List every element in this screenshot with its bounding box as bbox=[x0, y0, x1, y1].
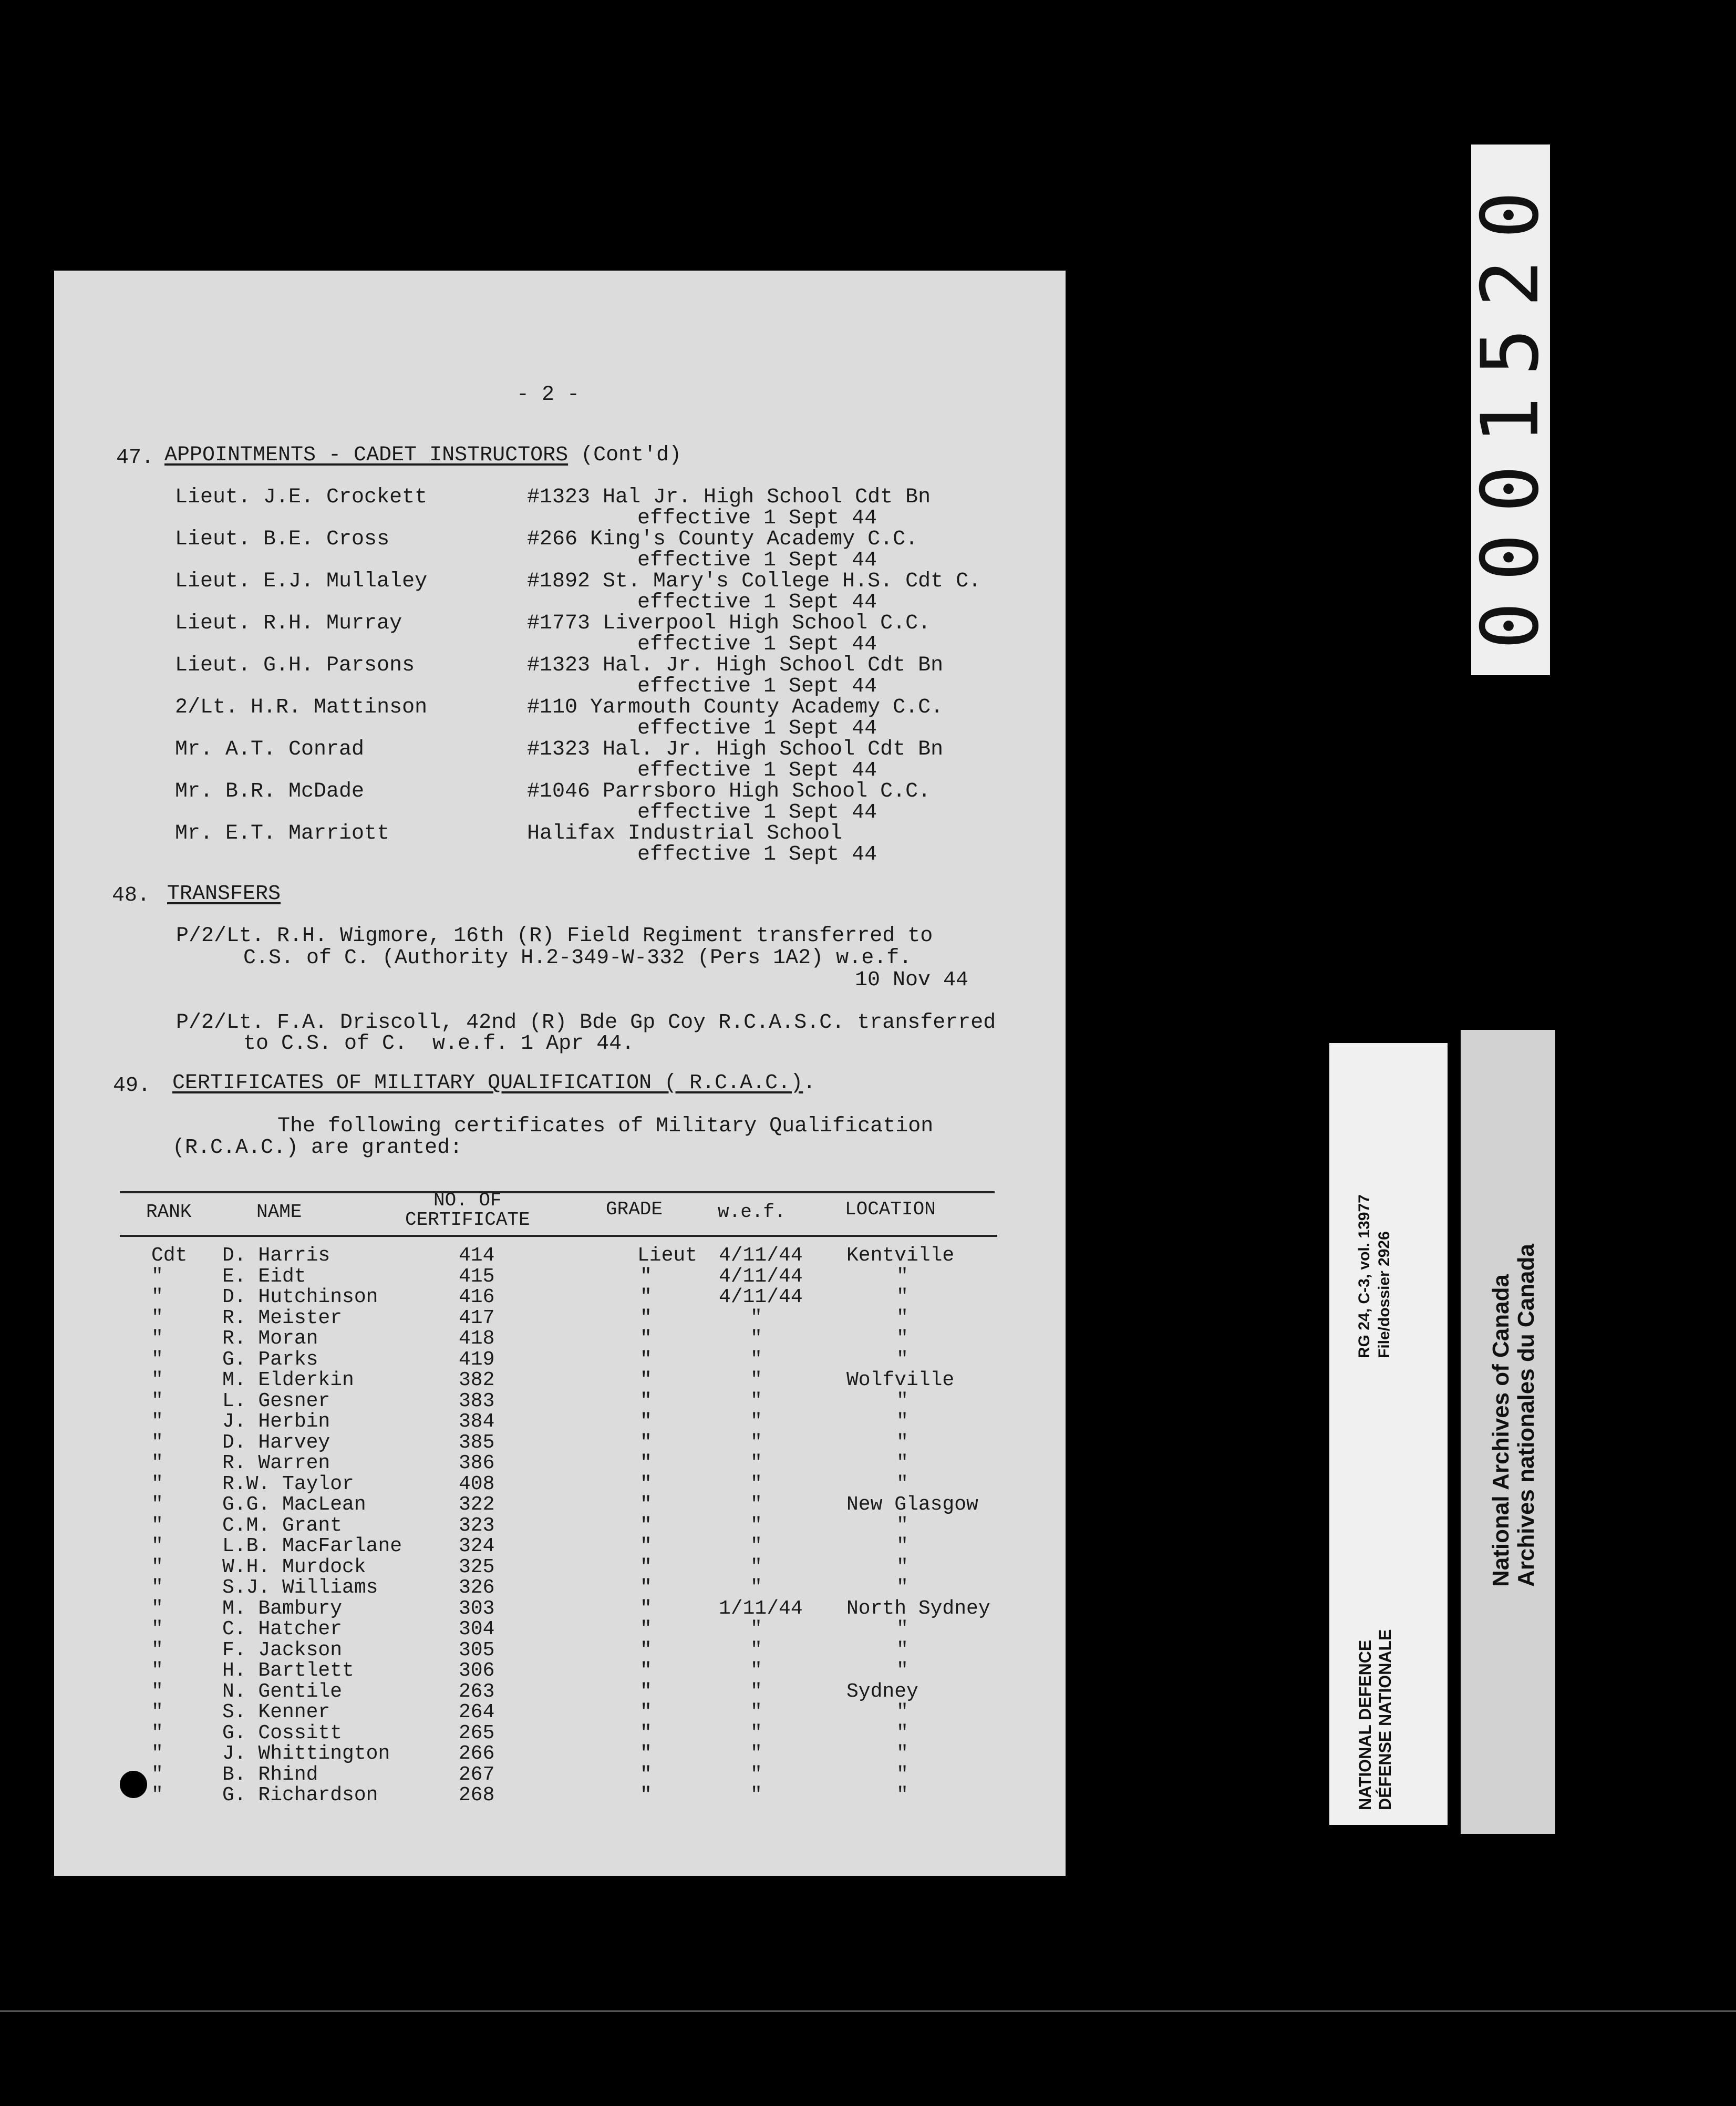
cell-cert: 386 bbox=[459, 1452, 495, 1474]
header-name: NAME bbox=[256, 1201, 302, 1223]
appointment-effective: effective 1 Sept 44 bbox=[637, 801, 877, 824]
cell-name: W.H. Murdock bbox=[222, 1555, 366, 1578]
cell-cert: 384 bbox=[459, 1410, 495, 1433]
cell-cert: 266 bbox=[459, 1742, 495, 1765]
cell-name: N. Gentile bbox=[222, 1680, 343, 1703]
appointment-name: Mr. A.T. Conrad bbox=[175, 738, 365, 761]
cell-name: G.G. MacLean bbox=[222, 1493, 366, 1516]
cell-rank: " bbox=[151, 1597, 163, 1620]
cell-cert: 414 bbox=[459, 1244, 495, 1267]
appointment-unit: #110 Yarmouth County Academy C.C. bbox=[527, 696, 944, 719]
frame-number-strip bbox=[1465, 144, 1556, 675]
cell-grade: " bbox=[640, 1721, 652, 1744]
cell-cert: 305 bbox=[459, 1638, 495, 1661]
cell-location: Kentville bbox=[846, 1244, 955, 1267]
cell-name: S.J. Williams bbox=[222, 1576, 378, 1599]
archive-name-label bbox=[1461, 1030, 1555, 1834]
cell-name: G. Parks bbox=[222, 1348, 318, 1371]
document-page bbox=[54, 271, 1066, 1876]
cell-cert: 419 bbox=[459, 1348, 495, 1371]
cell-cert: 383 bbox=[459, 1389, 495, 1412]
cell-name: M. Elderkin bbox=[222, 1369, 354, 1391]
appointment-effective: effective 1 Sept 44 bbox=[637, 633, 877, 656]
cell-rank: " bbox=[151, 1618, 163, 1640]
cell-name: M. Bambury bbox=[222, 1597, 343, 1620]
cell-wef: " bbox=[750, 1348, 762, 1371]
cell-cert: 326 bbox=[459, 1576, 495, 1599]
archive-dept-line-1: NATIONAL DEFENCE bbox=[1356, 1639, 1375, 1810]
cell-rank: " bbox=[151, 1472, 163, 1495]
cell-name: H. Bartlett bbox=[222, 1659, 354, 1682]
cell-grade: " bbox=[640, 1618, 652, 1640]
header-cert-1: NO. OF bbox=[433, 1190, 502, 1211]
appointment-name: Lieut. J.E. Crockett bbox=[175, 486, 428, 509]
cell-name: J. Herbin bbox=[222, 1410, 330, 1433]
cell-location: " bbox=[896, 1576, 908, 1599]
cell-location: " bbox=[896, 1618, 908, 1640]
cell-cert: 303 bbox=[459, 1597, 495, 1620]
archive-dept-line-2: DÉFENSE NATIONALE bbox=[1376, 1629, 1394, 1810]
cell-cert: 324 bbox=[459, 1535, 495, 1557]
cell-grade: Lieut bbox=[637, 1244, 698, 1267]
section-49-title-suffix: . bbox=[803, 1071, 816, 1095]
cell-wef: " bbox=[750, 1763, 762, 1786]
section-47-title: APPOINTMENTS - CADET INSTRUCTORS bbox=[164, 443, 569, 467]
archive-name-fr: Archives nationales du Canada bbox=[1513, 1244, 1539, 1587]
cell-name: R. Meister bbox=[222, 1306, 343, 1329]
cell-wef: 1/11/44 bbox=[719, 1597, 803, 1620]
cell-name: L.B. MacFarlane bbox=[222, 1535, 402, 1557]
cell-cert: 382 bbox=[459, 1369, 495, 1391]
cell-location: " bbox=[896, 1514, 908, 1537]
appointment-unit: #1323 Hal. Jr. High School Cdt Bn bbox=[527, 654, 944, 677]
cell-name: D. Harris bbox=[222, 1244, 330, 1267]
cell-rank: " bbox=[151, 1742, 163, 1765]
archive-reference-label bbox=[1329, 1043, 1448, 1825]
cell-cert: 306 bbox=[459, 1659, 495, 1682]
cell-rank: " bbox=[151, 1784, 163, 1806]
cell-name: C.M. Grant bbox=[222, 1514, 343, 1537]
cell-name: S. Kenner bbox=[222, 1701, 330, 1723]
cell-rank: " bbox=[151, 1348, 163, 1371]
cell-wef: " bbox=[750, 1784, 762, 1806]
section-49-intro-2: (R.C.A.C.) are granted: bbox=[172, 1136, 463, 1160]
appointment-unit: #1773 Liverpool High School C.C. bbox=[527, 612, 931, 635]
cell-grade: " bbox=[640, 1514, 652, 1537]
cell-wef: " bbox=[750, 1576, 762, 1599]
cell-name: R. Moran bbox=[222, 1327, 318, 1350]
cell-rank: " bbox=[151, 1555, 163, 1578]
header-location: LOCATION bbox=[845, 1199, 936, 1220]
cell-rank: " bbox=[151, 1265, 163, 1288]
cell-location: " bbox=[896, 1763, 908, 1786]
cell-location: " bbox=[896, 1410, 908, 1433]
cell-wef: 4/11/44 bbox=[719, 1244, 803, 1267]
header-rank: RANK bbox=[146, 1201, 192, 1223]
cell-name: E. Eidt bbox=[222, 1265, 306, 1288]
appointment-unit: #1046 Parrsboro High School C.C. bbox=[527, 780, 931, 803]
appointment-unit: #1323 Hal. Jr. High School Cdt Bn bbox=[527, 738, 944, 761]
cell-name: D. Harvey bbox=[222, 1431, 330, 1454]
cell-cert: 322 bbox=[459, 1493, 495, 1516]
cell-grade: " bbox=[640, 1742, 652, 1765]
cell-rank: " bbox=[151, 1452, 163, 1474]
cell-location: " bbox=[896, 1348, 908, 1371]
cell-location: " bbox=[896, 1265, 908, 1288]
cell-grade: " bbox=[640, 1555, 652, 1578]
cell-rank: " bbox=[151, 1369, 163, 1391]
cell-name: B. Rhind bbox=[222, 1763, 318, 1786]
cell-location: " bbox=[896, 1535, 908, 1557]
cell-wef: " bbox=[750, 1410, 762, 1433]
appointment-effective: effective 1 Sept 44 bbox=[637, 675, 877, 698]
cell-rank: " bbox=[151, 1763, 163, 1786]
cell-grade: " bbox=[640, 1410, 652, 1433]
cell-name: D. Hutchinson bbox=[222, 1286, 378, 1308]
cell-wef: " bbox=[750, 1659, 762, 1682]
cell-wef: " bbox=[750, 1452, 762, 1474]
appointment-name: 2/Lt. H.R. Mattinson bbox=[175, 696, 428, 719]
appointment-effective: effective 1 Sept 44 bbox=[637, 759, 877, 782]
cell-rank: " bbox=[151, 1680, 163, 1703]
section-48-title: TRANSFERS bbox=[167, 882, 281, 906]
transfer-2-line-1: P/2/Lt. F.A. Driscoll, 42nd (R) Bde Gp Coy R.C.A.S.C. transferred bbox=[176, 1011, 996, 1035]
cell-grade: " bbox=[640, 1680, 652, 1703]
appointment-effective: effective 1 Sept 44 bbox=[637, 717, 877, 740]
appointment-effective: effective 1 Sept 44 bbox=[637, 843, 877, 866]
cell-wef: " bbox=[750, 1472, 762, 1495]
cell-location: " bbox=[896, 1742, 908, 1765]
section-49-title: CERTIFICATES OF MILITARY QUALIFICATION ( R.C.A.C.) bbox=[172, 1071, 803, 1095]
cell-wef: " bbox=[750, 1369, 762, 1391]
transfer-1-line-1: P/2/Lt. R.H. Wigmore, 16th (R) Field Regiment transferred to bbox=[176, 924, 933, 948]
cell-rank: " bbox=[151, 1659, 163, 1682]
archive-ref-line-2: File/dossier 2926 bbox=[1376, 1231, 1393, 1358]
cell-wef: " bbox=[750, 1493, 762, 1516]
cell-wef: " bbox=[750, 1680, 762, 1703]
frame-number: 0001520 bbox=[1465, 170, 1556, 650]
cell-cert: 416 bbox=[459, 1286, 495, 1308]
cell-location: " bbox=[896, 1638, 908, 1661]
cell-location: " bbox=[896, 1389, 908, 1412]
cell-cert: 415 bbox=[459, 1265, 495, 1288]
cell-location: " bbox=[896, 1721, 908, 1744]
cell-wef: " bbox=[750, 1327, 762, 1350]
cell-wef: " bbox=[750, 1638, 762, 1661]
cell-rank: " bbox=[151, 1327, 163, 1350]
cell-name: L. Gesner bbox=[222, 1389, 330, 1412]
cell-name: G. Cossitt bbox=[222, 1721, 343, 1744]
cell-grade: " bbox=[640, 1472, 652, 1495]
cell-cert: 265 bbox=[459, 1721, 495, 1744]
cell-name: F. Jackson bbox=[222, 1638, 343, 1661]
cell-cert: 385 bbox=[459, 1431, 495, 1454]
cell-grade: " bbox=[640, 1535, 652, 1557]
cell-grade: " bbox=[640, 1597, 652, 1620]
cell-location: " bbox=[896, 1327, 908, 1350]
appointment-name: Lieut. B.E. Cross bbox=[175, 528, 390, 551]
appointment-unit: #1323 Hal Jr. High School Cdt Bn bbox=[527, 486, 931, 509]
header-wef: w.e.f. bbox=[718, 1201, 786, 1223]
cell-rank: " bbox=[151, 1410, 163, 1433]
cell-grade: " bbox=[640, 1265, 652, 1288]
appointment-name: Lieut. G.H. Parsons bbox=[175, 654, 415, 677]
cell-name: R.W. Taylor bbox=[222, 1472, 354, 1495]
cell-cert: 264 bbox=[459, 1701, 495, 1723]
transfer-2-line-2: to C.S. of C. w.e.f. 1 Apr 44. bbox=[243, 1032, 635, 1056]
section-49-number: 49. bbox=[113, 1074, 151, 1098]
cell-location: " bbox=[896, 1452, 908, 1474]
cell-grade: " bbox=[640, 1369, 652, 1391]
cell-cert: 325 bbox=[459, 1555, 495, 1578]
cell-cert: 418 bbox=[459, 1327, 495, 1350]
cell-rank: " bbox=[151, 1514, 163, 1537]
cell-location: " bbox=[896, 1472, 908, 1495]
cell-cert: 323 bbox=[459, 1514, 495, 1537]
appointment-name: Lieut. R.H. Murray bbox=[175, 612, 402, 635]
cell-rank: " bbox=[151, 1535, 163, 1557]
cell-rank: " bbox=[151, 1431, 163, 1454]
cell-grade: " bbox=[640, 1493, 652, 1516]
cell-location: " bbox=[896, 1286, 908, 1308]
cell-name: G. Richardson bbox=[222, 1784, 378, 1806]
table-header-rule bbox=[120, 1235, 997, 1237]
appointment-unit: #266 King's County Academy C.C. bbox=[527, 528, 918, 551]
section-49-intro-1: The following certificates of Military Qualification bbox=[277, 1114, 934, 1138]
cell-location: Wolfville bbox=[846, 1369, 955, 1391]
appointment-name: Mr. B.R. McDade bbox=[175, 780, 365, 803]
header-cert-2: CERTIFICATE bbox=[405, 1209, 530, 1231]
cell-rank: " bbox=[151, 1701, 163, 1723]
film-edge-line bbox=[0, 2010, 1736, 2012]
table-top-rule bbox=[120, 1191, 995, 1193]
cell-rank: " bbox=[151, 1306, 163, 1329]
cell-grade: " bbox=[640, 1701, 652, 1723]
cell-wef: " bbox=[750, 1306, 762, 1329]
section-48-number: 48. bbox=[112, 884, 150, 907]
transfer-1-line-2: C.S. of C. (Authority H.2-349-W-332 (Pers 1A2) w.e.f. bbox=[243, 946, 912, 970]
cell-grade: " bbox=[640, 1431, 652, 1454]
cell-rank: " bbox=[151, 1389, 163, 1412]
cell-location: " bbox=[896, 1306, 908, 1329]
section-49-heading bbox=[172, 1072, 815, 1095]
cell-cert: 417 bbox=[459, 1306, 495, 1329]
cell-cert: 263 bbox=[459, 1680, 495, 1703]
page-number: - 2 - bbox=[516, 383, 580, 407]
cell-name: C. Hatcher bbox=[222, 1618, 343, 1640]
transfer-1-line-3: 10 Nov 44 bbox=[855, 968, 969, 992]
cell-rank: " bbox=[151, 1638, 163, 1661]
cell-rank: " bbox=[151, 1576, 163, 1599]
cell-grade: " bbox=[640, 1286, 652, 1308]
punch-hole bbox=[120, 1771, 147, 1798]
cell-wef: " bbox=[750, 1721, 762, 1744]
cell-wef: " bbox=[750, 1535, 762, 1557]
cell-cert: 408 bbox=[459, 1472, 495, 1495]
section-47-heading bbox=[164, 444, 681, 467]
cell-rank: " bbox=[151, 1721, 163, 1744]
cell-cert: 304 bbox=[459, 1618, 495, 1640]
section-47-title-suffix: (Cont'd) bbox=[568, 443, 682, 467]
cell-wef: " bbox=[750, 1431, 762, 1454]
cell-location: New Glasgow bbox=[846, 1493, 978, 1516]
cell-location: " bbox=[896, 1431, 908, 1454]
cell-wef: " bbox=[750, 1701, 762, 1723]
header-grade: GRADE bbox=[606, 1199, 663, 1220]
cell-grade: " bbox=[640, 1327, 652, 1350]
cell-rank: " bbox=[151, 1493, 163, 1516]
section-47-number: 47. bbox=[116, 446, 154, 470]
archive-ref-line-1: RG 24, C-3, vol. 13977 bbox=[1356, 1194, 1373, 1358]
cell-wef: " bbox=[750, 1618, 762, 1640]
cell-grade: " bbox=[640, 1576, 652, 1599]
cell-location: North Sydney bbox=[846, 1597, 990, 1620]
cell-grade: " bbox=[640, 1638, 652, 1661]
appointment-effective: effective 1 Sept 44 bbox=[637, 591, 877, 614]
cell-location: " bbox=[896, 1555, 908, 1578]
appointment-name: Lieut. E.J. Mullaley bbox=[175, 570, 428, 593]
cell-grade: " bbox=[640, 1389, 652, 1412]
appointment-unit: Halifax Industrial School bbox=[527, 822, 843, 845]
cell-grade: " bbox=[640, 1306, 652, 1329]
appointment-effective: effective 1 Sept 44 bbox=[637, 549, 877, 572]
cell-grade: " bbox=[640, 1763, 652, 1786]
appointment-effective: effective 1 Sept 44 bbox=[637, 507, 877, 530]
cell-wef: " bbox=[750, 1742, 762, 1765]
cell-cert: 268 bbox=[459, 1784, 495, 1806]
cell-rank: " bbox=[151, 1286, 163, 1308]
cell-grade: " bbox=[640, 1659, 652, 1682]
cell-wef: 4/11/44 bbox=[719, 1265, 803, 1288]
cell-location: Sydney bbox=[846, 1680, 918, 1703]
cell-name: J. Whittington bbox=[222, 1742, 390, 1765]
cell-wef: " bbox=[750, 1555, 762, 1578]
cell-location: " bbox=[896, 1784, 908, 1806]
archive-name-en: National Archives of Canada bbox=[1488, 1274, 1514, 1587]
cell-location: " bbox=[896, 1659, 908, 1682]
cell-cert: 267 bbox=[459, 1763, 495, 1786]
cell-wef: 4/11/44 bbox=[719, 1286, 803, 1308]
cell-grade: " bbox=[640, 1348, 652, 1371]
appointment-name: Mr. E.T. Marriott bbox=[175, 822, 390, 845]
cell-grade: " bbox=[640, 1784, 652, 1806]
cell-wef: " bbox=[750, 1389, 762, 1412]
cell-location: " bbox=[896, 1701, 908, 1723]
cell-name: R. Warren bbox=[222, 1452, 330, 1474]
cell-rank: Cdt bbox=[151, 1244, 188, 1267]
appointment-unit: #1892 St. Mary's College H.S. Cdt C. bbox=[527, 570, 981, 593]
cell-grade: " bbox=[640, 1452, 652, 1474]
cell-wef: " bbox=[750, 1514, 762, 1537]
